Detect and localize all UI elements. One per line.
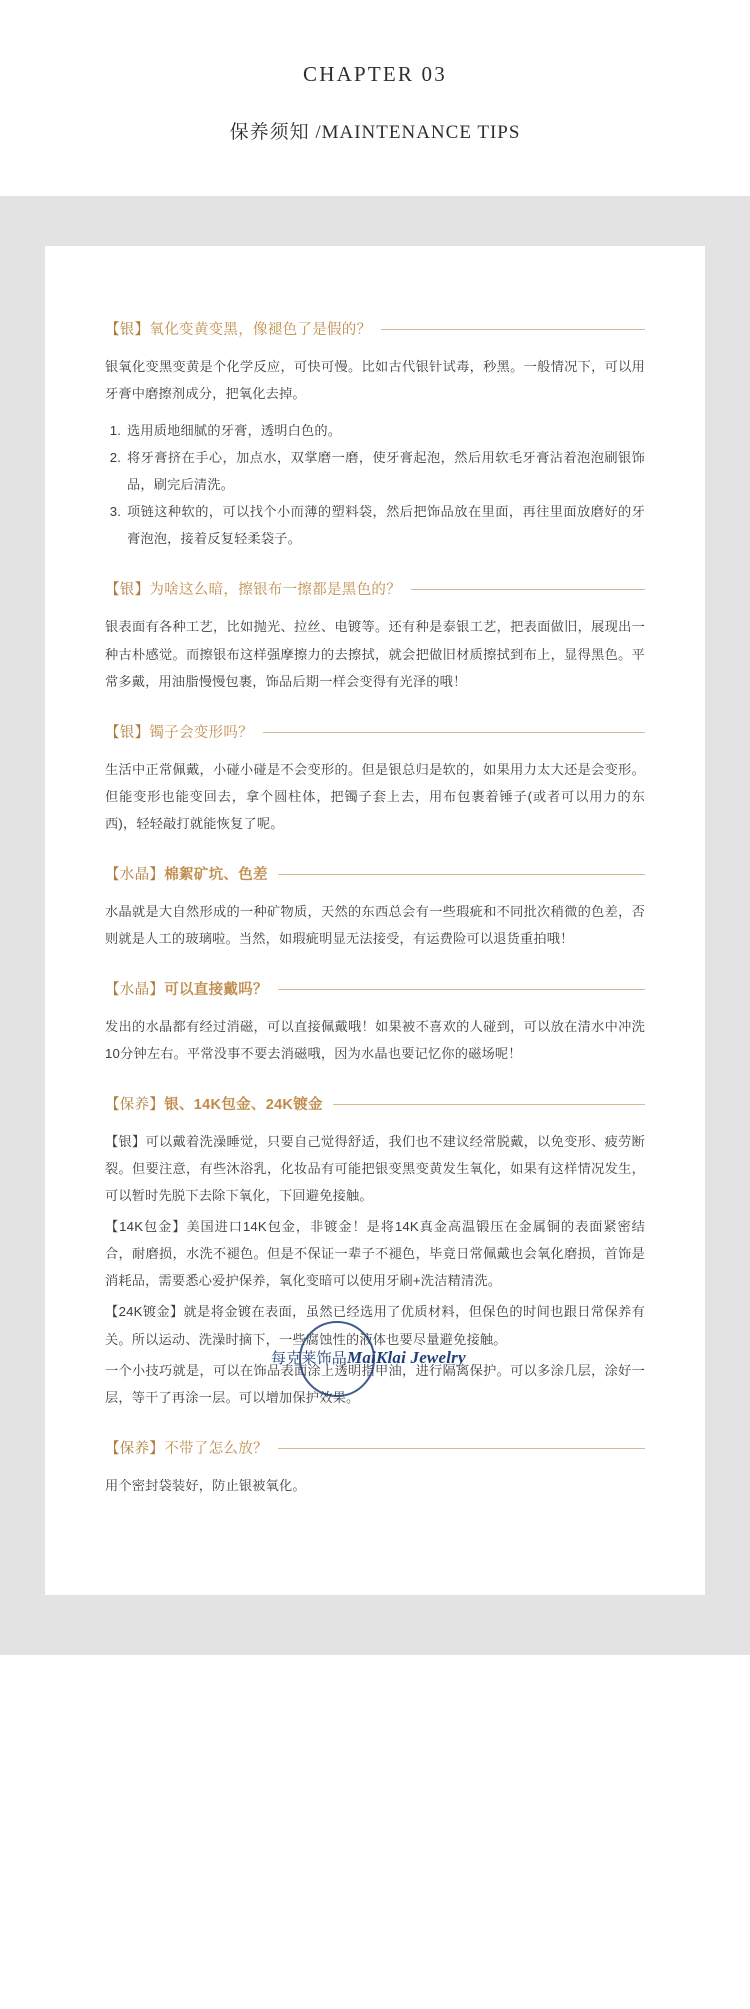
- qa-question: [105, 721, 253, 742]
- page-title: 保养须知 /MAINTENANCE TIPS: [229, 122, 521, 143]
- qa-question: [105, 1437, 268, 1458]
- qa-block: [105, 1093, 645, 1411]
- qa-paragraph: 用个密封袋装好，防止银被氧化。: [105, 1477, 306, 1493]
- qa-question-text: 为啥这么暗，擦银布一擦都是黑色的？: [149, 582, 402, 599]
- qa-question: [105, 978, 268, 999]
- qa-question-text: 可以直接戴吗？: [164, 981, 268, 998]
- qa-paragraph: 【24K镀金】就是将金镀在表面，虽然已经选用了优质材料，但保色的时间也跟日常保养有关。所以运动、洗澡时摘下，一些腐蚀性的液体也要尽量避免接触。: [105, 1304, 645, 1347]
- qa-paragraph: 银氧化变黑变黄是个化学反应，可快可慢。比如古代银针试毒，秒黑。一般情况下，可以用牙膏中磨擦剂成分，把氧化去掉。: [105, 359, 645, 402]
- qa-question: [105, 863, 268, 884]
- qa-tag: 【银】: [105, 582, 150, 599]
- qa-block: [105, 978, 645, 1067]
- qa-tag: 【水晶】: [105, 866, 165, 883]
- qa-answer: [105, 756, 645, 837]
- qa-heading: [105, 1093, 645, 1114]
- chapter-label: CHAPTER 03: [303, 62, 447, 86]
- divider-rule: [263, 732, 645, 733]
- divider-rule: [278, 874, 645, 875]
- qa-question: [105, 578, 401, 599]
- qa-question: [105, 318, 371, 339]
- divider-rule: [333, 1104, 645, 1105]
- qa-step: 2. 将牙膏挤在手心，加点水，双掌磨一磨，使牙膏起泡，然后用软毛牙膏沾着泡泡刷银饰品，刷完后清洗。: [125, 444, 645, 498]
- qa-heading: [105, 1437, 645, 1458]
- qa-block: [105, 721, 645, 837]
- qa-answer: [105, 613, 645, 694]
- divider-rule: [381, 329, 645, 330]
- qa-question-text: 不带了怎么放？: [164, 1440, 268, 1457]
- divider-rule: [278, 989, 645, 990]
- qa-tag: 【保养】: [105, 1440, 165, 1457]
- qa-paragraph: 发出的水晶都有经过消磁，可以直接佩戴哦！如果被不喜欢的人碰到，可以放在清水中冲洗10分钟左右。平常没事不要去消磁哦，因为水晶也要记忆你的磁场呢！: [105, 1018, 645, 1061]
- qa-paragraph: 【14K包金】美国进口14K包金，非镀金！是将14K真金高温锻压在金属铜的表面紧密结合，耐磨损，水洗不褪色。但是不保证一辈子不褪色，毕竟日常佩戴也会氧化磨损，首饰是消耗品，需要悉心爱护保养，氧化变暗可以使用牙刷+洗洁精清洗。: [105, 1219, 645, 1289]
- divider-rule: [278, 1448, 645, 1449]
- qa-tag: 【水晶】: [105, 981, 165, 998]
- divider-rule: [411, 589, 645, 590]
- qa-paragraph: 【银】可以戴着洗澡睡觉，只要自己觉得舒适，我们也不建议经常脱戴，以免变形、疲劳断裂。但要注意，有些沐浴乳，化妆品有可能把银变黑变黄发生氧化，如果有这样情况发生，可以暂时先脱下去除下氧化，下回避免接触。: [105, 1134, 645, 1204]
- qa-step-list: [105, 417, 645, 552]
- qa-tag: 【银】: [105, 322, 150, 338]
- qa-tag: 【保养】: [105, 1097, 165, 1114]
- qa-answer: [105, 898, 645, 952]
- qa-question: [105, 1093, 323, 1114]
- watermark-en: MaiKlai Jewelry: [347, 1347, 466, 1367]
- qa-answer: [105, 353, 645, 552]
- qa-paragraph: 银表面有各种工艺，比如抛光、拉丝、电镀等。还有种是泰银工艺，把表面做旧，展现出一种古朴感觉。而擦银布这样强摩擦力的去擦拭，就会把做旧材质擦拭到布上，显得黑色。平常多戴，用油脂慢慢包裹，饰品后期一样会变得有光泽的哦！: [105, 619, 645, 689]
- qa-step: 1. 选用质地细腻的牙膏，透明白色的。: [125, 417, 645, 444]
- qa-paragraph: 一个小技巧就是，可以在饰品表面涂上透明指甲油，进行隔离保护。可以多涂几层，涂好一层，等干了再涂一层。可以增加保护效果。: [105, 1362, 645, 1405]
- qa-step: 3. 项链这种软的，可以找个小而薄的塑料袋，然后把饰品放在里面，再往里面放磨好的牙膏泡泡，接着反复轻柔袋子。: [125, 498, 645, 552]
- qa-heading: [105, 978, 645, 999]
- qa-answer: [105, 1013, 645, 1067]
- qa-block: [105, 318, 645, 552]
- qa-list: [105, 318, 645, 1499]
- qa-heading: [105, 721, 645, 742]
- qa-block: [105, 578, 645, 694]
- qa-answer: [105, 1128, 645, 1411]
- qa-block: [105, 863, 645, 952]
- content-card: [45, 246, 705, 1595]
- qa-paragraph: 生活中正常佩戴，小碰小碰是不会变形的。但是银总归是软的，如果用力太大还是会变形。但能变形也能变回去，拿个圆柱体，把镯子套上去，用布包裹着锤子(或者可以用力的东西)，轻轻敲打就能恢复了呢。: [105, 761, 645, 831]
- qa-question-text: 镯子会变形吗？: [149, 724, 254, 741]
- qa-question-text: 棉絮矿坑、色差: [164, 866, 268, 883]
- qa-question-text: 氧化变黄变黑，像褪色了是假的？: [149, 322, 372, 338]
- qa-heading: [105, 863, 645, 884]
- qa-tag: 【银】: [105, 724, 150, 741]
- watermark-cn: 每克莱饰品: [271, 1349, 348, 1367]
- qa-question-text: 银、14K包金、24K镀金: [164, 1097, 323, 1114]
- qa-heading: [105, 318, 645, 339]
- page-header: [0, 0, 750, 196]
- qa-heading: [105, 578, 645, 599]
- qa-block: [105, 1437, 645, 1499]
- qa-answer: [105, 1472, 645, 1499]
- qa-paragraph: 水晶就是大自然形成的一种矿物质，天然的东西总会有一些瑕疵和不同批次稍微的色差，否则就是人工的玻璃啦。当然，如瑕疵明显无法接受，有运费险可以退货重拍哦！: [105, 903, 645, 946]
- content-band: [0, 196, 750, 1655]
